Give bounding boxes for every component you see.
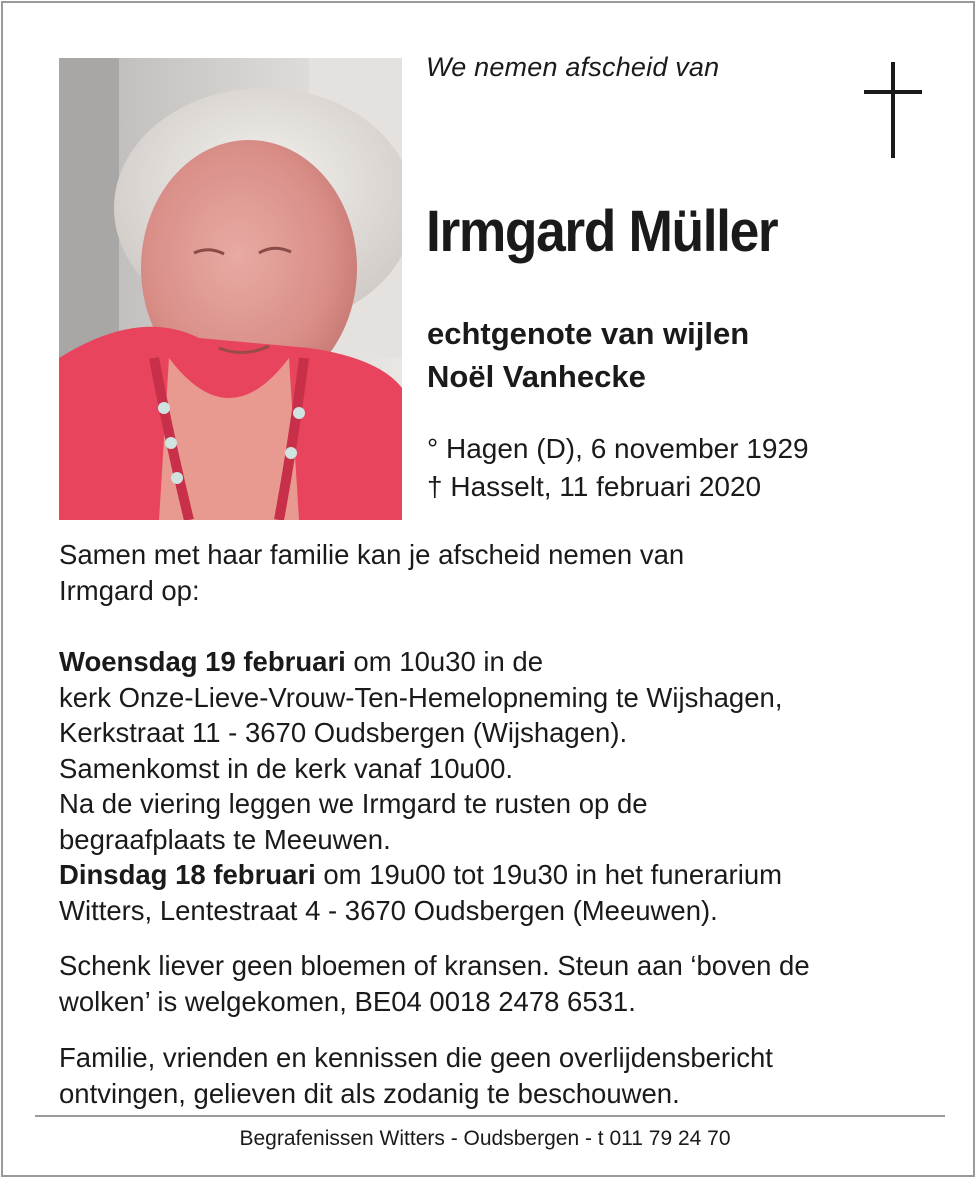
- donation-paragraph: [59, 948, 939, 1019]
- burial-line-1: Na de viering leggen we Irmgard te rusten op de: [59, 788, 648, 819]
- service-day-1: Woensdag 19 februari: [59, 646, 346, 677]
- text-line: wolken’ is welgekomen, BE04 0018 2478 6531.: [59, 985, 636, 1017]
- intro-text: We nemen afscheid van: [426, 52, 720, 82]
- burial-line-2: begraafplaats te Meeuwen.: [59, 823, 391, 855]
- text-line: Samen met haar familie kan je afscheid nemen van: [59, 539, 685, 570]
- text-line: Irmgard op:: [59, 574, 200, 606]
- birth-date: ° Hagen (D), 6 november 1929: [427, 433, 809, 464]
- service-line-7: [59, 857, 939, 893]
- notice-paragraph: [59, 1040, 939, 1111]
- service-day-2: Dinsdag 18 februari: [59, 859, 316, 890]
- funeral-home-contact: Begrafenissen Witters - Oudsbergen - t 011 79 24 70: [239, 1127, 731, 1150]
- text-line: Familie, vrienden en kennissen die geen overlijdensbericht: [59, 1042, 773, 1073]
- service-day-2-details: om 19u00 tot 19u30 in het funerarium: [315, 859, 783, 890]
- spouse-info: [427, 312, 749, 398]
- church-address: Kerkstraat 11 - 3670 Oudsbergen (Wijshagen).: [59, 717, 628, 748]
- deceased-name: Irmgard Müller: [426, 199, 778, 264]
- church-line: kerk Onze-Lieve-Vrouw-Ten-Hemelopneming te Wijshagen,: [59, 681, 783, 713]
- life-dates: [427, 430, 809, 506]
- text-line: Schenk liever geen bloemen of kransen. Steun aan ‘boven de: [59, 950, 810, 981]
- service-day-1-details: om 10u30 in de: [345, 646, 544, 677]
- death-date: † Hasselt, 11 februari 2020: [427, 471, 762, 502]
- footer: [0, 1127, 980, 1151]
- farewell-intro-paragraph: [59, 537, 939, 608]
- spouse-line-1: echtgenote van wijlen: [427, 316, 750, 351]
- spouse-line-2: Noël Vanhecke: [427, 359, 646, 394]
- service-line-1: [59, 644, 939, 680]
- funeral-home-address: Witters, Lentestraat 4 - 3670 Oudsbergen (Meeuwen).: [59, 894, 718, 926]
- service-details-paragraph: [59, 644, 939, 928]
- text-line: ontvingen, gelieven dit als zodanig te beschouwen.: [59, 1077, 680, 1109]
- gathering-time: Samenkomst in de kerk vanaf 10u00.: [59, 752, 514, 784]
- footer-divider: [35, 1115, 945, 1117]
- cross-icon: [864, 62, 922, 160]
- portrait-photo: [59, 58, 402, 520]
